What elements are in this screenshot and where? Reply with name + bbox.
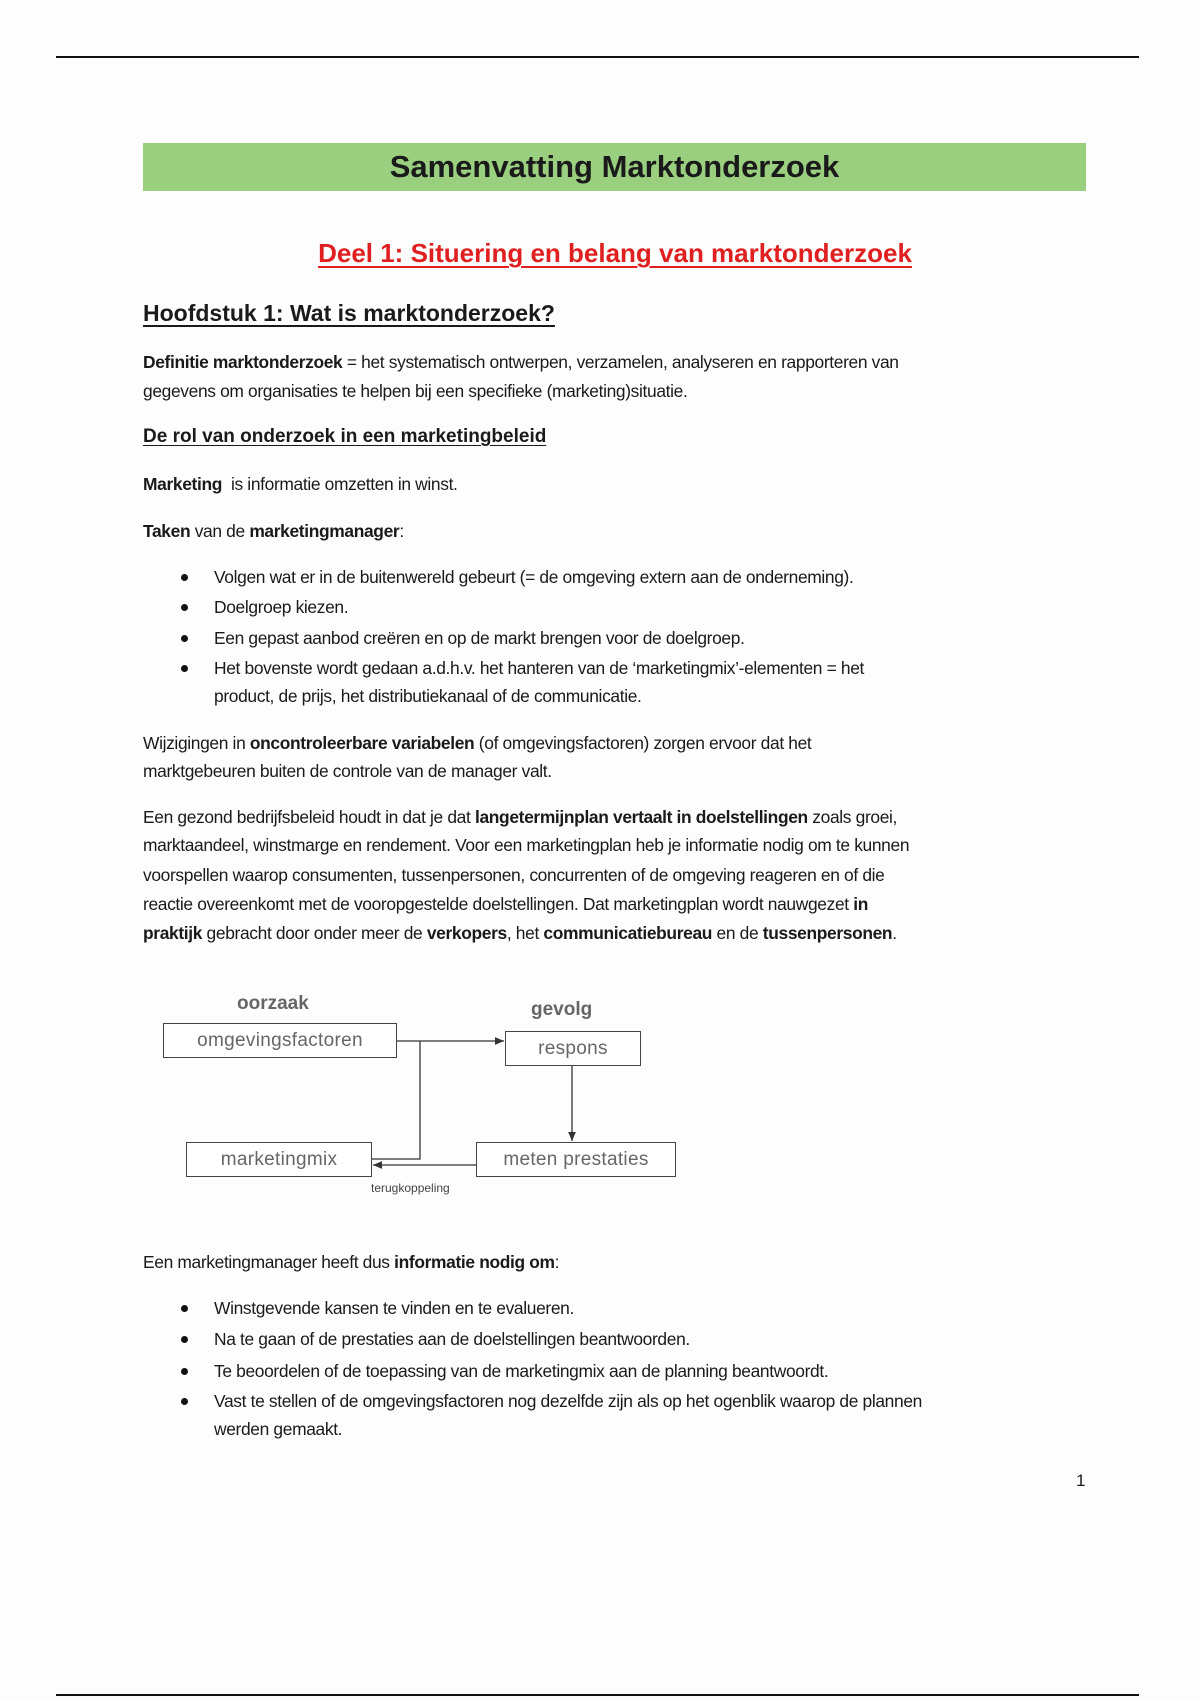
text-run: is informatie omzetten in winst. <box>222 474 458 494</box>
text-run: van de <box>190 521 250 541</box>
bold-text-run: informatie nodig om <box>394 1252 555 1272</box>
text-run: Een gepast aanbod creëren en op de markt brengen voor de doelgroep. <box>214 628 745 648</box>
bold-text-run: langetermijnplan vertaalt in doelstellingen <box>474 807 808 827</box>
bullet-icon <box>181 1398 188 1405</box>
bold-text-run: oncontroleerbare variabelen <box>249 733 475 753</box>
connector-environment-to-marketingmix <box>372 1041 420 1159</box>
text-run: zoals groei, <box>807 807 898 827</box>
text-run: Een gezond bedrijfsbeleid houdt in dat je dat <box>143 807 475 827</box>
info-need-item <box>214 1328 690 1350</box>
text-run: marktaandeel, winstmarge en rendement. Voor een marketingplan heb je informatie nodig om te kunnen <box>143 835 910 855</box>
info-need-item <box>214 1390 922 1412</box>
environment-box: omgevingsfactoren <box>163 1023 397 1058</box>
text-run: marktgebeuren buiten de controle van de manager valt. <box>143 761 552 781</box>
text-run: Na te gaan of de prestaties aan de doelstellingen beantwoorden. <box>214 1329 690 1349</box>
bold-text-run: in <box>853 894 868 914</box>
text-run: : <box>399 521 404 541</box>
text-run: voorspellen waarop consumenten, tussenpersonen, concurrenten of de omgeving reageren en of die <box>143 865 885 885</box>
document-title: Samenvatting Marktonderzoek <box>143 143 1086 191</box>
bold-text-run: verkopers <box>426 923 507 943</box>
bullet-icon <box>181 1336 188 1343</box>
measure-performance-box: meten prestaties <box>476 1142 676 1177</box>
part-heading: Deel 1: Situering en belang van marktonderzoek <box>318 238 912 268</box>
effect-label: gevolg <box>531 999 593 1020</box>
bold-text-run: marketingmanager <box>249 521 400 541</box>
text-run: Het bovenste wordt gedaan a.d.h.v. het hanteren van de ‘marketingmix’-elementen = het <box>214 658 865 678</box>
bullet-icon <box>181 1368 188 1375</box>
bold-text-run: tussenpersonen <box>762 923 893 943</box>
text-run: , het <box>506 923 544 943</box>
text-run: gebracht door onder meer de <box>202 923 427 943</box>
text-run: . <box>892 923 897 943</box>
footer-rule <box>56 1694 1139 1696</box>
text-run: : <box>554 1252 560 1272</box>
bullet-icon <box>181 1305 188 1312</box>
marketingmix-box: marketingmix <box>186 1142 372 1177</box>
info-need-item <box>214 1360 828 1382</box>
response-box: respons <box>505 1031 641 1066</box>
text-run: Wijzigingen in <box>143 733 250 753</box>
text-run: Vast te stellen of de omgevingsfactoren nog dezelfde zijn als op het ogenblik waarop de plannen <box>214 1391 922 1411</box>
bold-text-run: Taken <box>143 521 191 541</box>
cause-label: oorzaak <box>237 993 309 1014</box>
text-run: Te beoordelen of de toepassing van de marketingmix aan de planning beantwoordt. <box>214 1361 829 1381</box>
info-intro <box>143 1251 559 1273</box>
text-run: = het systematisch ontwerpen, verzamelen, analyseren en rapporteren van <box>342 352 899 372</box>
bold-text-run: Definitie marktonderzoek <box>143 352 343 372</box>
text-run: en de <box>712 923 763 943</box>
text-run: gegevens om organisaties te helpen bij een specifieke (marketing)situatie. <box>143 381 688 401</box>
section-heading: De rol van onderzoek in een marketingbeleid <box>143 426 547 447</box>
text-run: reactie overeenkomt met de vooropgestelde doelstellingen. Dat marketingplan wordt nauwgezet <box>143 894 854 914</box>
chapter-heading: Hoofdstuk 1: Wat is marktonderzoek? <box>143 300 555 326</box>
text-run: Doelgroep kiezen. <box>214 597 349 617</box>
bold-text-run: communicatiebureau <box>543 923 713 943</box>
info-need-item-continued <box>214 1418 342 1440</box>
text-run: Winstgevende kansen te vinden en te evalueren. <box>214 1298 574 1318</box>
feedback-label: terugkoppeling <box>371 1181 450 1195</box>
text-run: Een marketingmanager heeft dus <box>143 1252 395 1272</box>
text-run: werden gemaakt. <box>214 1419 343 1439</box>
page-number: 1 <box>1076 1471 1086 1490</box>
text-run: Volgen wat er in de buitenwereld gebeurt (= de omgeving extern aan de onderneming). <box>214 567 854 587</box>
bold-text-run: Marketing <box>143 474 222 494</box>
text-run: product, de prijs, het distributiekanaal of de communicatie. <box>214 686 642 706</box>
text-run: (of omgevingsfactoren) zorgen ervoor dat het <box>474 733 812 753</box>
bold-text-run: praktijk <box>143 923 203 943</box>
info-need-item <box>214 1297 574 1319</box>
